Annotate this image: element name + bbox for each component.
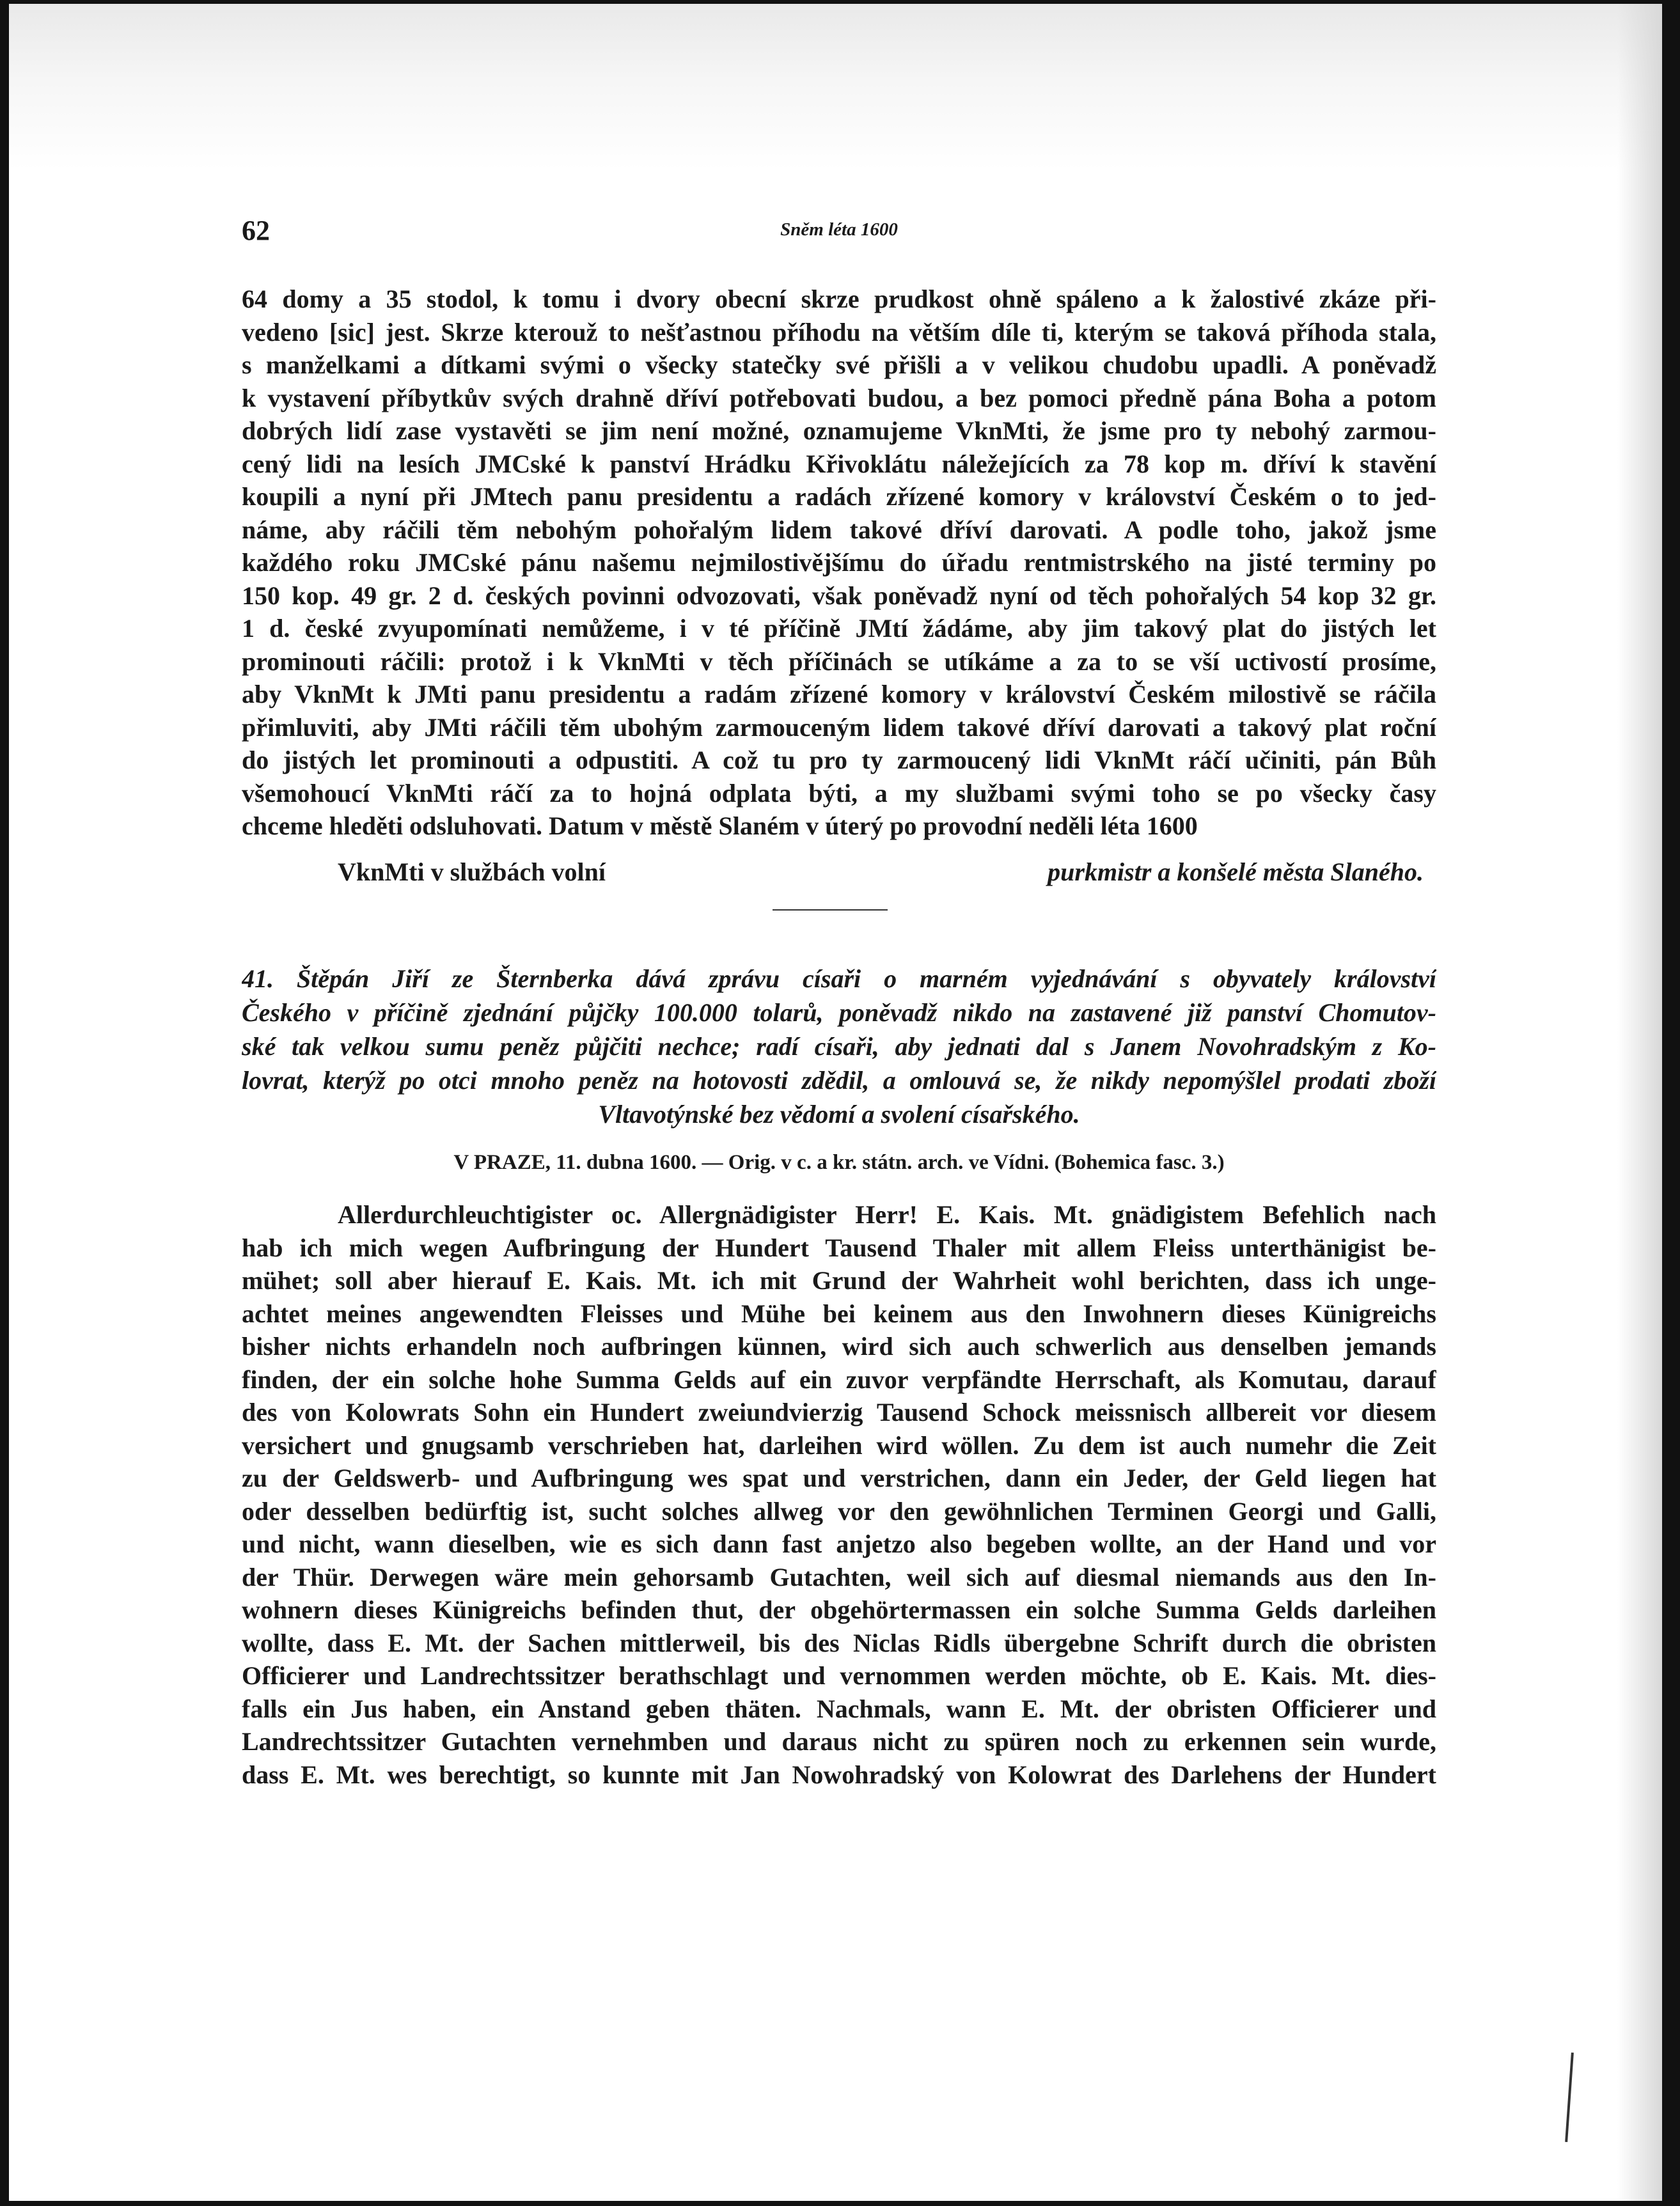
regest-line: 41. Štěpán Jiří ze Šternberka dává zprávu císaři o marném vyjednávání s obyvately království [242, 964, 1436, 993]
letter-line: chceme hleděti odsluhovati. Datum v městě Slaném v úterý po provodní neděli léta 1600 [242, 811, 1198, 840]
letter-line: k vystavení příbytkův svých drahně dříví potřebovati budou, a bez pomoci předně pána Boha a potom [242, 383, 1436, 412]
document-41-regest [242, 962, 1436, 1131]
letter-text [242, 283, 1436, 843]
letter-line: vedeno [sic] jest. Skrze kterouž to nešťastnou příhodu na větším díle ti, kterým se taková příhoda stala, [242, 317, 1436, 347]
text-line: versichert und gnugsamb verschrieben hat, darleihen wird wöllen. Zu dem ist auch numehr die Zeit [242, 1430, 1436, 1460]
text-line: oder desselben bedürftig ist, sucht solches allweg vor den gewöhnlichen Terminen Georgi und Galli, [242, 1496, 1436, 1526]
document-41-text [242, 1198, 1436, 1791]
text-line: wohnern dieses Künigreichs befinden thut, der obgehörtermassen ein solche Summa Gelds darleihen [242, 1595, 1436, 1624]
text-line: mühet; soll aber hierauf E. Kais. Mt. ich mit Grund der Wahrheit wohl berichten, dass ich unge- [242, 1266, 1436, 1295]
running-title: Sněm léta 1600 [780, 219, 898, 240]
text-line: hab ich mich wegen Aufbringung der Hundert Tausend Thaler mit allem Fleiss unterthänigist be- [242, 1233, 1436, 1262]
source-citation: V PRAZE, 11. dubna 1600. — Orig. v c. a kr. státn. arch. ve Vídni. (Bohemica fasc. 3.) [453, 1151, 1225, 1174]
regest-line: ské tak velkou sumu peněz půjčiti nechce; radí císaři, aby jednati dal s Janem Novohradským z Ko- [242, 1032, 1436, 1061]
text-line: dass E. Mt. wes berechtigt, so kunnte mit Jan Nowohradský von Kolowrat des Darlehens der Hundert [242, 1760, 1436, 1789]
running-header [242, 214, 1436, 253]
closing-salutation: VknMti v službách volní [338, 857, 606, 886]
letter-line: 150 kop. 49 gr. 2 d. českých povinni odvozovati, však poněvadž nyní od těch pohořalých 54 kop 32 gr. [242, 581, 1436, 610]
letter-line: dobrých lidí zase vystavěti se jim není možné, oznamujeme VknMti, že jsme pro ty nebohý zarmou- [242, 416, 1436, 445]
text-line: falls ein Jus haben, ein Anstand geben thäten. Nachmals, wann E. Mt. der obristen Officierer und [242, 1694, 1436, 1723]
letter-line: každého roku JMCské pánu našemu nejmilostivějšímu do úřadu rentmistrského na jisté terminy po [242, 548, 1436, 577]
text-line: wollte, dass E. Mt. der Sachen mittlerweil, bis des Niclas Ridls übergebne Schrift durch die obristen [242, 1628, 1436, 1657]
letter-line: 64 domy a 35 stodol, k tomu i dvory obecní skrze prudkost ohně spáleno a k žalostivé zkáze při- [242, 285, 1436, 313]
letter-line: do jistých let prominouti a odpustiti. A což tu pro ty zarmoucený lidi VknMt ráčí učiniti, pán Bůh [242, 746, 1436, 774]
text-line: zu der Geldswerb- und Aufbringung wes spat und verstrichen, dann ein Jeder, der Geld liegen hat [242, 1464, 1436, 1492]
letter-line: 1 d. české zvyupomínati nemůžeme, i v té příčině JMtí žádáme, aby jim takový plat do jistých let [242, 614, 1436, 643]
closing-signatories: purkmistr a konšelé města Slaného. [1048, 857, 1424, 886]
section-divider [773, 909, 888, 911]
letter-closing [242, 856, 1436, 889]
text-line: des von Kolowrats Sohn ein Hundert zweiundvierzig Tausend Schock meissnisch allbereit vor diesem [242, 1398, 1436, 1427]
letter-line: prominouti ráčili: protož i k VknMti v těch příčinách se utíkáme a za to se vší uctivostí prosíme, [242, 646, 1436, 676]
letter-line: koupili a nyní při JMtech panu presidentu a radách zřízené komory v království Českém o to jed- [242, 482, 1436, 511]
letter-line: cený lidi na lesích JMCské k panství Hrádku Křivoklátu náležejících za 78 kop m. dříví k stavění [242, 449, 1436, 478]
letter-line: všemohoucí VknMti ráčí za to hojná odplata býti, a my službami svými toho se po všecky časy [242, 778, 1436, 808]
letter-line: náme, aby ráčili těm nebohým pohořalým lidem takové dříví darovati. A podle toho, jakož jsme [242, 515, 1436, 544]
text-line: Allerdurchleuchtigister oc. Allergnädigister Herr! E. Kais. Mt. gnädigistem Befehlich nach [338, 1200, 1436, 1229]
text-line: Landrechtssitzer Gutachten vernehmben und daraus nicht zu spüren noch zu erkennen sein wurde, [242, 1727, 1436, 1756]
text-line: bisher nichts erhandeln noch aufbringen künnen, wird sich auch schwerlich aus denselben jemands [242, 1332, 1436, 1361]
regest-line: Vltavotýnské bez vědomí a svolení císařského. [598, 1100, 1080, 1129]
regest-line: lovrat, kterýž po otci mnoho peněz na hotovosti zdědil, a omlouvá se, že nikdy nepomýšlel prodati zboží [242, 1066, 1436, 1095]
regest-line: Českého v příčině zjednání půjčky 100.000 tolarů, poněvadž nikdo na zastavené již panství Chomutov- [242, 998, 1436, 1027]
text-line: der Thür. Derwegen wäre mein gehorsamb Gutachten, weil sich auf diesmal niemands aus den In- [242, 1562, 1436, 1592]
text-line: achtet meines angewendten Fleisses und Mühe bei keinem aus den Inwohnern dieses Künigreichs [242, 1299, 1436, 1328]
page-gutter-shade [1617, 4, 1662, 2201]
letter-line: s manželkami a dítkami svými o všecky statečky své přišli a v velikou chudobu upadli. A poněvadž [242, 350, 1436, 379]
text-line: und nicht, wann dieselben, wie es sich dann fast anjetzo also begeben wollte, an der Hand und vor [242, 1529, 1436, 1558]
letter-line: aby VknMt k JMti panu presidentu a radám zřízené komory v království Českém milostivě se ráčila [242, 680, 1436, 708]
page-number: 62 [242, 215, 270, 246]
letter-line: přimluviti, aby JMti ráčili těm ubohým zarmouceným lidem takové dříví darovati a takový plat roční [242, 712, 1436, 742]
text-line: Officierer und Landrechtssitzer berathschlagt und vernommen werden möchte, ob E. Kais. Mt. dies- [242, 1661, 1436, 1690]
text-line: finden, der ein solche hohe Summa Gelds auf ein zuvor verpfändte Herrschaft, als Komutau, darauf [242, 1365, 1436, 1394]
